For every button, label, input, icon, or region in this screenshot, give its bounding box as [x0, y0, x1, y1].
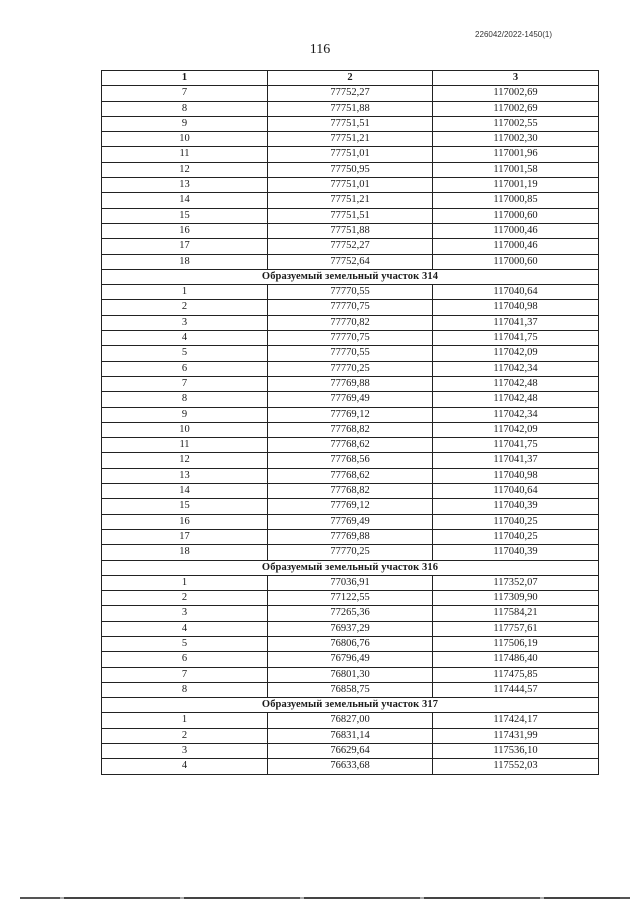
- point-number-cell: 5: [102, 636, 268, 651]
- section-title-row: [102, 269, 599, 284]
- x-coordinate-cell: 77770,82: [268, 315, 433, 330]
- x-coordinate-cell: 77751,51: [268, 208, 433, 223]
- y-coordinate-cell: 117001,19: [433, 178, 599, 193]
- x-coordinate-cell: 77768,62: [268, 438, 433, 453]
- table-row: [102, 254, 599, 269]
- section-title-row: [102, 560, 599, 575]
- y-coordinate-cell: 117002,69: [433, 86, 599, 101]
- table-row: [102, 606, 599, 621]
- point-number-cell: 2: [102, 300, 268, 315]
- column-header-2: 2: [268, 71, 433, 86]
- x-coordinate-cell: 77770,75: [268, 300, 433, 315]
- x-coordinate-cell: 77265,36: [268, 606, 433, 621]
- y-coordinate-cell: 117042,34: [433, 407, 599, 422]
- y-coordinate-cell: 117040,98: [433, 300, 599, 315]
- y-coordinate-cell: 117000,46: [433, 239, 599, 254]
- table-row: [102, 346, 599, 361]
- point-number-cell: 11: [102, 438, 268, 453]
- column-header-3: 3: [433, 71, 599, 86]
- table-row: [102, 116, 599, 131]
- page-number: 116: [309, 42, 331, 57]
- y-coordinate-cell: 117041,37: [433, 453, 599, 468]
- table-row: [102, 759, 599, 774]
- x-coordinate-cell: 76937,29: [268, 621, 433, 636]
- x-coordinate-cell: 76827,00: [268, 713, 433, 728]
- y-coordinate-cell: 117000,85: [433, 193, 599, 208]
- point-number-cell: 17: [102, 239, 268, 254]
- y-coordinate-cell: 117584,21: [433, 606, 599, 621]
- table-row: [102, 376, 599, 391]
- point-number-cell: 1: [102, 575, 268, 590]
- table-row: [102, 86, 599, 101]
- point-number-cell: 3: [102, 315, 268, 330]
- x-coordinate-cell: 77751,21: [268, 132, 433, 147]
- table-row: [102, 667, 599, 682]
- table-row: [102, 208, 599, 223]
- point-number-cell: 2: [102, 728, 268, 743]
- y-coordinate-cell: 117041,75: [433, 438, 599, 453]
- section-title-row: [102, 698, 599, 713]
- y-coordinate-cell: 117040,25: [433, 514, 599, 529]
- y-coordinate-cell: 117444,57: [433, 682, 599, 697]
- x-coordinate-cell: 77769,12: [268, 499, 433, 514]
- point-number-cell: 10: [102, 422, 268, 437]
- point-number-cell: 1: [102, 713, 268, 728]
- y-coordinate-cell: 117000,60: [433, 254, 599, 269]
- y-coordinate-cell: 117042,09: [433, 422, 599, 437]
- point-number-cell: 17: [102, 529, 268, 544]
- table-row: [102, 468, 599, 483]
- x-coordinate-cell: 76796,49: [268, 652, 433, 667]
- point-number-cell: 8: [102, 682, 268, 697]
- table-row: [102, 132, 599, 147]
- x-coordinate-cell: 77769,88: [268, 376, 433, 391]
- y-coordinate-cell: 117002,30: [433, 132, 599, 147]
- y-coordinate-cell: 117000,46: [433, 223, 599, 238]
- table-row: [102, 239, 599, 254]
- y-coordinate-cell: 117040,39: [433, 545, 599, 560]
- point-number-cell: 9: [102, 116, 268, 131]
- x-coordinate-cell: 76831,14: [268, 728, 433, 743]
- point-number-cell: 8: [102, 392, 268, 407]
- x-coordinate-cell: 76806,76: [268, 636, 433, 651]
- x-coordinate-cell: 77768,82: [268, 484, 433, 499]
- y-coordinate-cell: 117040,39: [433, 499, 599, 514]
- x-coordinate-cell: 77122,55: [268, 591, 433, 606]
- point-number-cell: 15: [102, 499, 268, 514]
- x-coordinate-cell: 77770,55: [268, 285, 433, 300]
- point-number-cell: 12: [102, 162, 268, 177]
- x-coordinate-cell: 76633,68: [268, 759, 433, 774]
- x-coordinate-cell: 77751,21: [268, 193, 433, 208]
- x-coordinate-cell: 76629,64: [268, 744, 433, 759]
- point-number-cell: 6: [102, 361, 268, 376]
- y-coordinate-cell: 117040,64: [433, 484, 599, 499]
- table-row: [102, 713, 599, 728]
- y-coordinate-cell: 117002,55: [433, 116, 599, 131]
- x-coordinate-cell: 77752,27: [268, 86, 433, 101]
- x-coordinate-cell: 77752,27: [268, 239, 433, 254]
- table-row: [102, 499, 599, 514]
- point-number-cell: 11: [102, 147, 268, 162]
- table-row: [102, 744, 599, 759]
- point-number-cell: 7: [102, 667, 268, 682]
- x-coordinate-cell: 77751,88: [268, 223, 433, 238]
- y-coordinate-cell: 117040,64: [433, 285, 599, 300]
- x-coordinate-cell: 77751,01: [268, 178, 433, 193]
- x-coordinate-cell: 77770,25: [268, 545, 433, 560]
- x-coordinate-cell: 77751,88: [268, 101, 433, 116]
- table-row: [102, 636, 599, 651]
- x-coordinate-cell: 77751,51: [268, 116, 433, 131]
- x-coordinate-cell: 77770,75: [268, 331, 433, 346]
- point-number-cell: 4: [102, 331, 268, 346]
- column-header-1: 1: [102, 71, 268, 86]
- table-row: [102, 728, 599, 743]
- table-row: [102, 575, 599, 590]
- table-row: [102, 331, 599, 346]
- y-coordinate-cell: 117424,17: [433, 713, 599, 728]
- x-coordinate-cell: 77769,88: [268, 529, 433, 544]
- x-coordinate-cell: 77770,25: [268, 361, 433, 376]
- table-row: [102, 682, 599, 697]
- point-number-cell: 13: [102, 468, 268, 483]
- y-coordinate-cell: 117042,34: [433, 361, 599, 376]
- table-row: [102, 300, 599, 315]
- point-number-cell: 4: [102, 621, 268, 636]
- y-coordinate-cell: 117352,07: [433, 575, 599, 590]
- table-row: [102, 438, 599, 453]
- y-coordinate-cell: 117042,48: [433, 392, 599, 407]
- table-row: [102, 101, 599, 116]
- document-id: 226042/2022-1450(1): [475, 30, 552, 39]
- y-coordinate-cell: 117040,98: [433, 468, 599, 483]
- table-row: [102, 591, 599, 606]
- table-row: [102, 422, 599, 437]
- y-coordinate-cell: 117040,25: [433, 529, 599, 544]
- point-number-cell: 18: [102, 545, 268, 560]
- point-number-cell: 7: [102, 86, 268, 101]
- table-row: [102, 484, 599, 499]
- table-row: [102, 223, 599, 238]
- y-coordinate-cell: 117486,40: [433, 652, 599, 667]
- x-coordinate-cell: 77768,56: [268, 453, 433, 468]
- x-coordinate-cell: 77750,95: [268, 162, 433, 177]
- table-row: [102, 193, 599, 208]
- point-number-cell: 4: [102, 759, 268, 774]
- section-title: Образуемый земельный участок 317: [102, 698, 599, 713]
- y-coordinate-cell: 117475,85: [433, 667, 599, 682]
- table-header-row: [102, 71, 599, 86]
- x-coordinate-cell: 77751,01: [268, 147, 433, 162]
- y-coordinate-cell: 117552,03: [433, 759, 599, 774]
- point-number-cell: 6: [102, 652, 268, 667]
- x-coordinate-cell: 77769,12: [268, 407, 433, 422]
- coordinates-table: [101, 70, 599, 775]
- table-row: [102, 147, 599, 162]
- point-number-cell: 12: [102, 453, 268, 468]
- point-number-cell: 3: [102, 744, 268, 759]
- y-coordinate-cell: 117431,99: [433, 728, 599, 743]
- table-row: [102, 285, 599, 300]
- x-coordinate-cell: 77769,49: [268, 514, 433, 529]
- section-title: Образуемый земельный участок 314: [102, 269, 599, 284]
- y-coordinate-cell: 117042,09: [433, 346, 599, 361]
- y-coordinate-cell: 117506,19: [433, 636, 599, 651]
- point-number-cell: 14: [102, 193, 268, 208]
- y-coordinate-cell: 117000,60: [433, 208, 599, 223]
- point-number-cell: 13: [102, 178, 268, 193]
- point-number-cell: 14: [102, 484, 268, 499]
- table-row: [102, 392, 599, 407]
- point-number-cell: 10: [102, 132, 268, 147]
- y-coordinate-cell: 117001,58: [433, 162, 599, 177]
- table-row: [102, 407, 599, 422]
- point-number-cell: 16: [102, 514, 268, 529]
- scan-bottom-edge: [20, 897, 630, 899]
- table-row: [102, 162, 599, 177]
- table-row: [102, 529, 599, 544]
- x-coordinate-cell: 77768,82: [268, 422, 433, 437]
- y-coordinate-cell: 117001,96: [433, 147, 599, 162]
- point-number-cell: 18: [102, 254, 268, 269]
- table-row: [102, 453, 599, 468]
- point-number-cell: 5: [102, 346, 268, 361]
- y-coordinate-cell: 117042,48: [433, 376, 599, 391]
- table-row: [102, 545, 599, 560]
- x-coordinate-cell: 77752,64: [268, 254, 433, 269]
- x-coordinate-cell: 77768,62: [268, 468, 433, 483]
- y-coordinate-cell: 117309,90: [433, 591, 599, 606]
- x-coordinate-cell: 76858,75: [268, 682, 433, 697]
- x-coordinate-cell: 77770,55: [268, 346, 433, 361]
- point-number-cell: 1: [102, 285, 268, 300]
- x-coordinate-cell: 76801,30: [268, 667, 433, 682]
- table-row: [102, 652, 599, 667]
- point-number-cell: 3: [102, 606, 268, 621]
- section-title: Образуемый земельный участок 316: [102, 560, 599, 575]
- y-coordinate-cell: 117536,10: [433, 744, 599, 759]
- y-coordinate-cell: 117002,69: [433, 101, 599, 116]
- table-row: [102, 621, 599, 636]
- x-coordinate-cell: 77036,91: [268, 575, 433, 590]
- table-row: [102, 315, 599, 330]
- point-number-cell: 8: [102, 101, 268, 116]
- table-row: [102, 178, 599, 193]
- table-row: [102, 514, 599, 529]
- table-body: [102, 86, 599, 774]
- point-number-cell: 15: [102, 208, 268, 223]
- point-number-cell: 16: [102, 223, 268, 238]
- point-number-cell: 9: [102, 407, 268, 422]
- table-row: [102, 361, 599, 376]
- y-coordinate-cell: 117757,61: [433, 621, 599, 636]
- y-coordinate-cell: 117041,75: [433, 331, 599, 346]
- x-coordinate-cell: 77769,49: [268, 392, 433, 407]
- point-number-cell: 7: [102, 376, 268, 391]
- point-number-cell: 2: [102, 591, 268, 606]
- y-coordinate-cell: 117041,37: [433, 315, 599, 330]
